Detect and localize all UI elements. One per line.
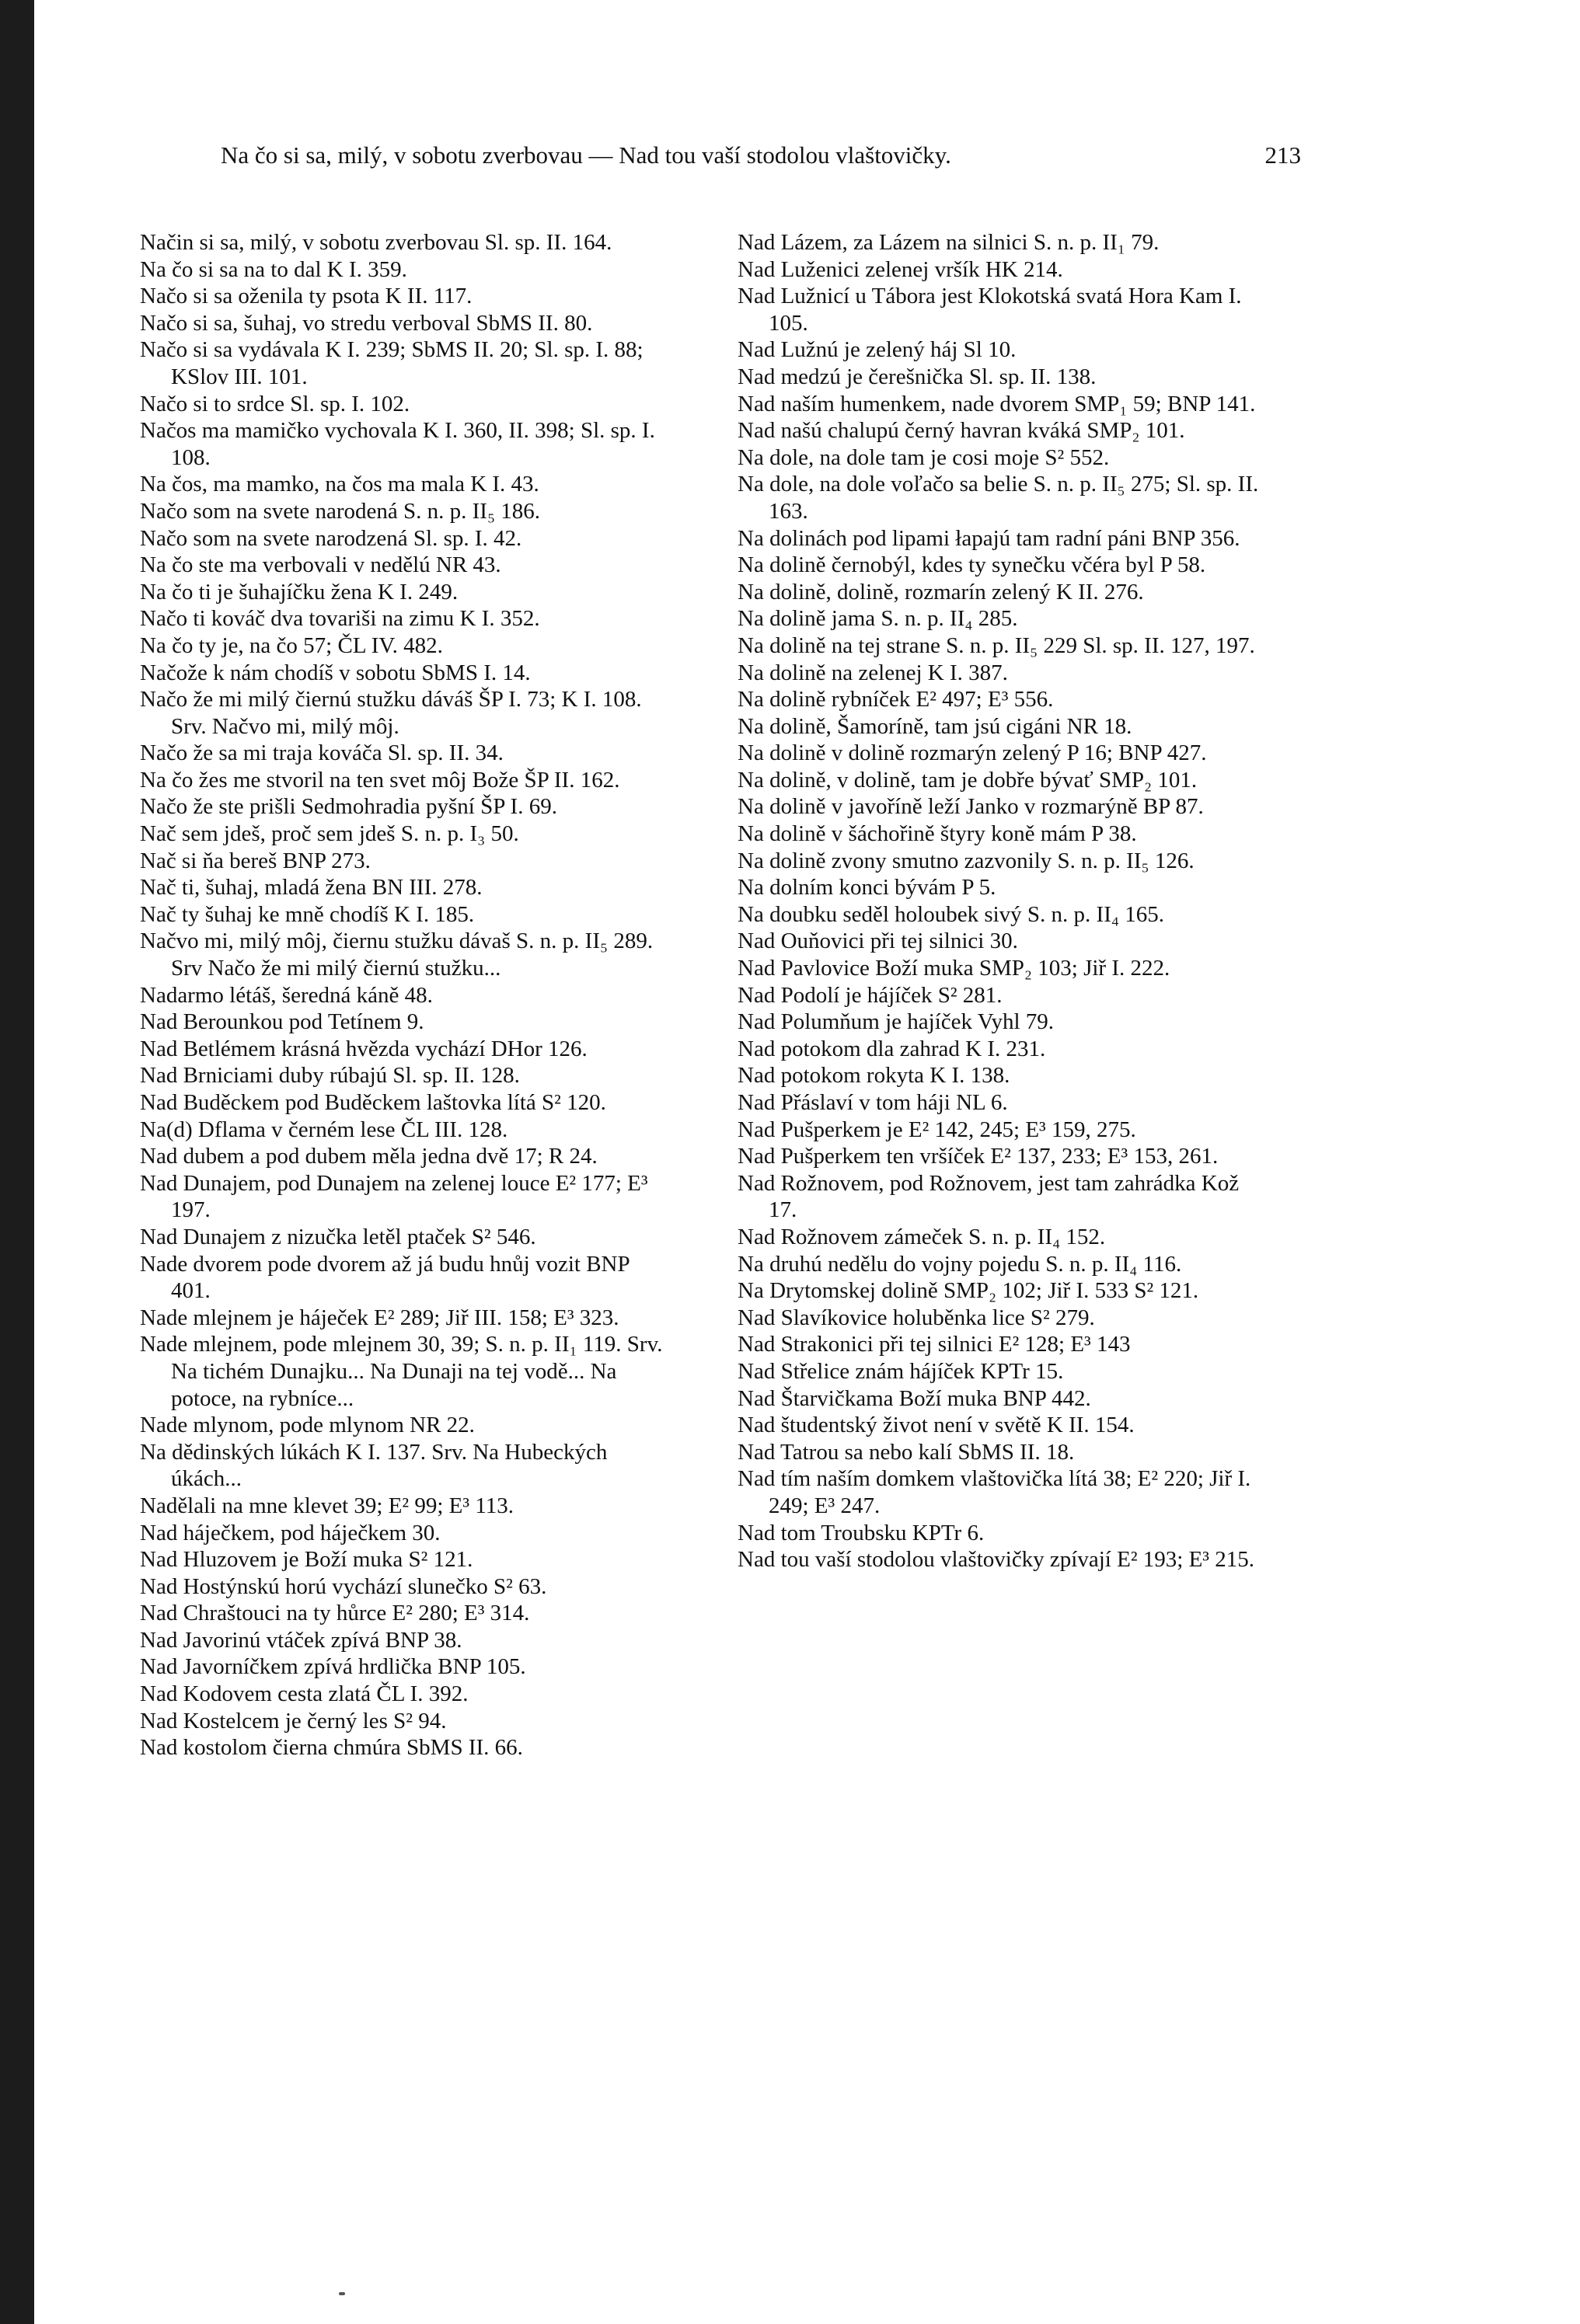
index-entry: Nad Dunajem, pod Dunajem na zelenej louce E² 177; E³ 197.	[140, 1170, 648, 1223]
index-entry: Na Drytomskej dolině SMP₂ 102; Jiř I. 533 S² 121.	[738, 1278, 1199, 1304]
index-entry: Nad Lužnicí u Tábora jest Klokotská svatá Hora Kam I. 105.	[738, 284, 1242, 336]
index-entry: Na čo si sa na to dal K I. 359.	[140, 256, 407, 282]
index-entry: Nad háječkem, pod háječkem 30.	[140, 1520, 441, 1545]
index-entry: Nad tou vaší stodolou vlaštovičky zpívají E² 193; E³ 215.	[738, 1547, 1254, 1573]
index-entry: Načo som na svete narodená S. n. p. II₅ 186.	[140, 498, 541, 524]
index-entry: Na dolině černobýl, kdes ty synečku včéra byl P 58.	[738, 552, 1206, 578]
index-entry: Nad Lázem, za Lázem na silnici S. n. p. II₁ 79.	[738, 230, 1160, 255]
scan-speck	[339, 2292, 345, 2295]
index-entry: Nad Pušperkem je E² 142, 245; E³ 159, 275.	[738, 1117, 1136, 1142]
index-entry: Nad Střelice znám hájíček KPTr 15.	[738, 1358, 1064, 1384]
index-entry: Nad tím naším domkem vlaštovička lítá 38; E² 220; Jiř I. 249; E³ 247.	[738, 1466, 1251, 1518]
index-entry: Načo že ste prišli Sedmohradia pyšní ŠP I. 69.	[140, 794, 557, 820]
index-entry: Nad Polumňum je hajíček Vyhl 79.	[738, 1009, 1055, 1035]
index-entry: Na dolině, Šamoríně, tam jsú cigáni NR 18.	[738, 713, 1132, 739]
index-entry: Na čo ste ma verbovali v nedělú NR 43.	[140, 552, 501, 578]
index-entry: Nad Pušperkem ten vršíček E² 137, 233; E³ 153, 261.	[738, 1144, 1219, 1169]
index-entry: Načo že sa mi traja kováča Sl. sp. II. 34.	[140, 740, 504, 766]
index-entry: Nadarmo létáš, šeredná káně 48.	[140, 982, 433, 1008]
index-entry: Na dolině na zelenej K I. 387.	[738, 660, 1008, 685]
index-entry: Nad kostolom čierna chmúra SbMS II. 66.	[140, 1735, 523, 1761]
index-entry: Načo si sa vydávala K I. 239; SbMS II. 20; Sl. sp. I. 88; KSlov III. 101.	[140, 337, 644, 389]
index-entry: Nad Buděckem pod Buděckem laštovka lítá S² 120.	[140, 1090, 606, 1115]
index-entry: Nač si ňa bereš BNP 273.	[140, 848, 371, 873]
index-entry: Načos ma mamičko vychovala K I. 360, II. 398; Sl. sp. I. 108.	[140, 418, 655, 470]
index-entry: Na druhú nedělu do vojny pojedu S. n. p. II₄ 116.	[738, 1251, 1182, 1277]
index-entry: Nad medzú je čerešnička Sl. sp. II. 138.	[738, 364, 1097, 389]
index-entry: Na dole, na dole tam je cosi moje S² 552.	[738, 444, 1110, 470]
index-entry: Nade dvorem pode dvorem až já budu hnůj vozit BNP 401.	[140, 1251, 630, 1304]
index-entry: Nad Luženici zelenej vršík HK 214.	[738, 256, 1063, 282]
index-entry: Nad Chraštouci na ty hůrce E² 280; E³ 314.	[140, 1601, 530, 1626]
index-entry: Na dolině v javoříně leží Janko v rozmarýně BP 87.	[738, 794, 1204, 820]
index-entry: Na dolině, v dolině, tam je dobře bývať SMP₂ 101.	[738, 767, 1198, 793]
index-entry: Na dolině v dolině rozmarýn zelený P 16; BNP 427.	[738, 740, 1207, 766]
index-entry: Nad Slavíkovice holuběnka lice S² 279.	[738, 1305, 1095, 1330]
index-entry: Načo som na svete narodzená Sl. sp. I. 42.	[140, 525, 522, 551]
index-entry: Na dědinských lúkách K I. 137. Srv. Na Hubeckých úkách...	[140, 1439, 608, 1492]
index-entry: Nad Štarvičkama Boží muka BNP 442.	[738, 1385, 1091, 1411]
index-entry: Nade mlejnem je háječek E² 289; Jiř III. 158; E³ 323.	[140, 1305, 619, 1330]
index-entry: Nad Rožnovem, pod Rožnovem, jest tam zahrádka Kož 17.	[738, 1170, 1240, 1223]
index-entry: Nadělali na mne klevet 39; E² 99; E³ 113.	[140, 1493, 514, 1518]
index-entry: Nad Pavlovice Boží muka SMP₂ 103; Jiř I. 222.	[738, 956, 1170, 981]
index-entry: Na doubku seděl holoubek sivý S. n. p. II₄ 165.	[738, 901, 1164, 927]
index-entry: Nad Tatrou sa nebo kalí SbMS II. 18.	[738, 1439, 1075, 1465]
index-entry: Na čo ty je, na čo 57; ČL IV. 482.	[140, 632, 443, 658]
index-entry: Nad Brniciami duby rúbajú Sl. sp. II. 128.	[140, 1063, 520, 1089]
index-entry: Načo si sa, šuhaj, vo stredu verboval SbMS II. 80.	[140, 310, 593, 336]
index-entry: Na dolině zvony smutno zazvonily S. n. p. II₅ 126.	[738, 848, 1195, 873]
index-entry: Nad Berounkou pod Tetínem 9.	[140, 1009, 424, 1035]
index-entry: Nad Kostelcem je černý les S² 94.	[140, 1708, 447, 1733]
right-column	[738, 229, 1266, 1573]
index-entry: Na dolině v šáchořině štyry koně mám P 38.	[738, 821, 1137, 847]
index-entry: Nad Podolí je hájíček S² 281.	[738, 982, 1003, 1008]
index-entry: Načo že mi milý čiernú stužku dáváš ŠP I. 73; K I. 108. Srv. Načvo mi, milý môj.	[140, 687, 642, 739]
index-entry: Nad Ouňovici při tej silnici 30.	[738, 929, 1018, 954]
index-entry: Nad Lužnú je zelený háj Sl 10.	[738, 337, 1017, 363]
index-entry: Nade mlejnem, pode mlejnem 30, 39; S. n. p. II₁ 119. Srv. Na tichém Dunajku... Na Dunaji na tej vodě... Na potoce, na rybníce...	[140, 1332, 663, 1411]
index-entry: Na čo ti je šuhajíčku žena K I. 249.	[140, 579, 459, 605]
index-entry: Načvo mi, milý môj, čiernu stužku dávaš S. n. p. II₅ 289. Srv Načo že mi milý čiernú stužku...	[140, 929, 654, 981]
index-entry: Na(d) Dflama v černém lese ČL III. 128.	[140, 1117, 508, 1142]
left-column	[140, 229, 668, 1761]
index-entry: Način si sa, milý, v sobotu zverbovau Sl. sp. II. 164.	[140, 230, 612, 255]
page-number: 213	[1264, 141, 1301, 169]
index-entry: Načo ti kováč dva tovariši na zimu K I. 352.	[140, 606, 540, 632]
index-entry: Na dole, na dole voľačo sa belie S. n. p. II₅ 275; Sl. sp. II. 163.	[738, 472, 1259, 524]
index-entry: Na dolině rybníček E² 497; E³ 556.	[738, 687, 1054, 713]
index-entry: Nač sem jdeš, proč sem jdeš S. n. p. I₃ 50.	[140, 821, 519, 847]
index-entry: Nad Přáslaví v tom háji NL 6.	[738, 1090, 1008, 1115]
index-entry: Na dolině jama S. n. p. II₄ 285.	[738, 606, 1018, 632]
index-entry: Nač ti, šuhaj, mladá žena BN III. 278.	[140, 875, 483, 901]
index-entry: Nad Betlémem krásná hvězda vychází DHor 126.	[140, 1036, 588, 1061]
index-entry: Nad našú chalupú černý havran kváká SMP₂ 101.	[738, 418, 1185, 444]
index-entry: Nad tom Troubsku KPTr 6.	[738, 1520, 985, 1545]
book-page	[34, 0, 1580, 2324]
index-entry: Nad dubem a pod dubem měla jedna dvě 17; R 24.	[140, 1144, 598, 1169]
index-entry: Nad naším humenkem, nade dvorem SMP₁ 59; BNP 141.	[738, 391, 1256, 416]
index-entry: Nad Kodovem cesta zlatá ČL I. 392.	[140, 1681, 469, 1707]
index-entry: Na čos, ma mamko, na čos ma mala K I. 43.	[140, 472, 539, 497]
index-entry: Na čo žes me stvoril na ten svet môj Bože ŠP II. 162.	[140, 767, 620, 793]
index-entry: Nač ty šuhaj ke mně chodíš K I. 185.	[140, 901, 475, 927]
index-entry: Načo si to srdce Sl. sp. I. 102.	[140, 391, 410, 416]
running-head	[221, 141, 1301, 172]
index-entry: Nad Hluzovem je Boží muka S² 121.	[140, 1547, 473, 1573]
index-entry: Na dolinách pod lipami łapajú tam radní páni BNP 356.	[738, 525, 1240, 551]
index-entry: Na dolině, dolině, rozmarín zelený K II. 276.	[738, 579, 1144, 605]
scan-border	[0, 0, 34, 2324]
index-entry: Nad potokom rokyta K I. 138.	[738, 1063, 1010, 1089]
index-entry: Nad Javorníčkem zpívá hrdlička BNP 105.	[140, 1654, 526, 1680]
index-entry: Na dolním konci bývám P 5.	[738, 875, 996, 901]
running-head-title: Na čo si sa, milý, v sobotu zverbovau — Nad tou vaší stodolou vlaštovičky.	[221, 141, 951, 169]
index-entry: Nad Dunajem z nizučka letěl ptaček S² 546.	[140, 1224, 536, 1249]
index-entry: Nad Strakonici při tej silnici E² 128; E³ 143	[738, 1332, 1131, 1357]
index-entry: Načože k nám chodíš v sobotu SbMS I. 14.	[140, 660, 531, 685]
index-entry: Nad potokom dla zahrad K I. 231.	[738, 1036, 1046, 1061]
index-entry: Nad Rožnovem zámeček S. n. p. II₄ 152.	[738, 1224, 1106, 1249]
index-entry: Načo si sa oženila ty psota K II. 117.	[140, 284, 473, 309]
index-entry: Nad Hostýnskú horú vychází slunečko S² 63.	[140, 1573, 547, 1599]
index-entry: Na dolině na tej strane S. n. p. II₅ 229 Sl. sp. II. 127, 197.	[738, 632, 1255, 658]
index-entry: Nad študentský život není v světě K II. 154.	[738, 1413, 1135, 1438]
index-entry: Nade mlynom, pode mlynom NR 22.	[140, 1413, 475, 1438]
index-entry: Nad Javorinú vtáček zpívá BNP 38.	[140, 1627, 462, 1653]
